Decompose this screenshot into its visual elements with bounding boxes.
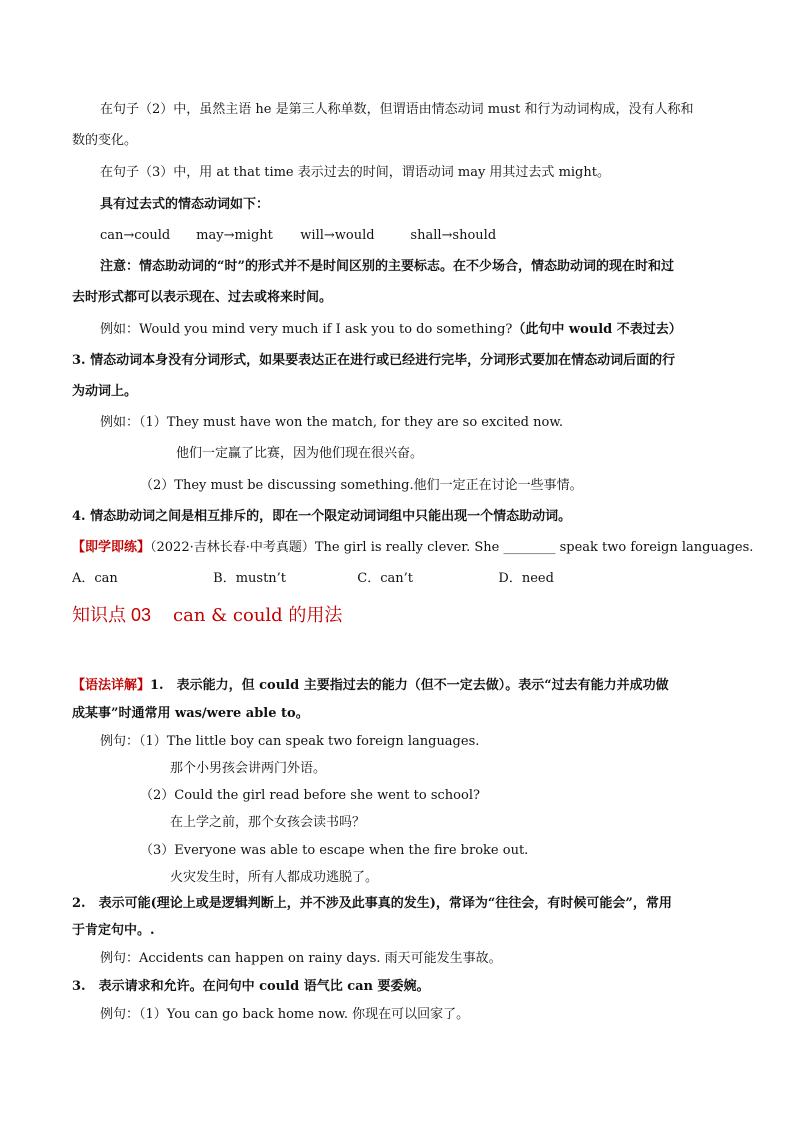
section-number: 知识点 03	[72, 605, 152, 625]
rule-line: 3. 情态动词本身没有分词形式，如果要表达正在进行或已经进行完毕，分词形式要加在情态动词后面的行	[72, 353, 676, 368]
example-line: 例句：Accidents can happen on rainy days. 雨天可能发生事故。	[100, 951, 502, 966]
section-heading	[72, 603, 342, 628]
grammar-line: 于肯定句中。.	[72, 923, 155, 938]
example-line: 例如：（1）They must have won the match, for they are so excited now.	[100, 415, 564, 430]
modal-pair: can→could	[100, 228, 171, 243]
note-line: 去时形式都可以表示现在、过去或将来时间。	[72, 290, 333, 305]
quiz-question: （2022·吉林长春·中考真题）The girl is really clever. She ________ speak two foreign languages.	[150, 540, 754, 555]
quiz-options	[72, 570, 554, 588]
quiz-line	[72, 539, 753, 557]
rule-line: 4. 情态助动词之间是相互排斥的，即在一个限定动词词组中只能出现一个情态助动词。	[72, 509, 572, 524]
quiz-tag: 【即学即练】	[72, 540, 151, 555]
example-text: 例如：Would you mind very much if I ask you to do something?	[100, 322, 513, 337]
example-note: （此句中 would 不表过去）	[512, 322, 682, 337]
note-label: 注意：	[100, 259, 140, 274]
example-translation: 他们一定赢了比赛，因为他们现在很兴奋。	[176, 446, 424, 461]
quiz-option: C．can’t	[357, 571, 413, 586]
example-translation: 火灾发生时，所有人都成功逃脱了。	[170, 870, 379, 885]
modal-pairs	[100, 227, 496, 245]
example-line: （2）Could the girl read before she went to school?	[140, 788, 480, 803]
grammar-text: 1. 表示能力，但 could 主要指过去的能力（但不一定去做）。表示“过去有能力并成功做	[150, 678, 669, 693]
paragraph-line: 在句子（2）中，虽然主语 he 是第三人称单数，但谓语由情态动词 must 和行为动词构成，没有人称和	[100, 102, 694, 117]
grammar-tag: 【语法详解】	[72, 678, 151, 693]
note-text: 情态助动词的“时”的形式并不是时间区别的主要标志。在不少场合，情态助动词的现在时和过	[139, 259, 674, 274]
example-line: （2）They must be discussing something.他们一定正在讨论一些事情。	[140, 478, 583, 493]
example-translation: 在上学之前，那个女孩会读书吗？	[170, 815, 366, 830]
grammar-line: 2. 表示可能(理论上或是逻辑判断上，并不涉及此事真的发生)，常译为“往往会，有时候可能会”，常用	[72, 896, 672, 911]
paragraph-line: 具有过去式的情态动词如下：	[100, 197, 270, 212]
rule-line: 为动词上。	[72, 384, 138, 399]
grammar-line	[72, 677, 669, 695]
grammar-line: 成某事”时通常用 was/were able to。	[72, 706, 309, 721]
example-translation: 那个小男孩会讲两门外语。	[170, 761, 327, 776]
quiz-option: A．can	[72, 571, 118, 586]
example-line: 例句：（1）You can go back home now. 你现在可以回家了。	[100, 1007, 470, 1022]
example-line: 例句：（1）The little boy can speak two foreign languages.	[100, 734, 480, 749]
note-line	[100, 258, 674, 276]
modal-pair: will→would	[300, 228, 375, 243]
quiz-option: D．need	[498, 571, 554, 586]
section-title: can & could 的用法	[173, 605, 343, 626]
modal-pair: shall→should	[410, 228, 497, 243]
paragraph-line: 在句子（3）中，用 at that time 表示过去的时间，谓语动词 may 用其过去式 might。	[100, 165, 610, 180]
paragraph-line: 数的变化。	[72, 133, 138, 148]
example-line: （3）Everyone was able to escape when the fire broke out.	[140, 843, 529, 858]
grammar-line: 3. 表示请求和允许。在问句中 could 语气比 can 要委婉。	[72, 979, 430, 994]
quiz-option: B．mustn’t	[213, 571, 287, 586]
example-line	[100, 321, 682, 339]
modal-pair: may→might	[196, 228, 273, 243]
